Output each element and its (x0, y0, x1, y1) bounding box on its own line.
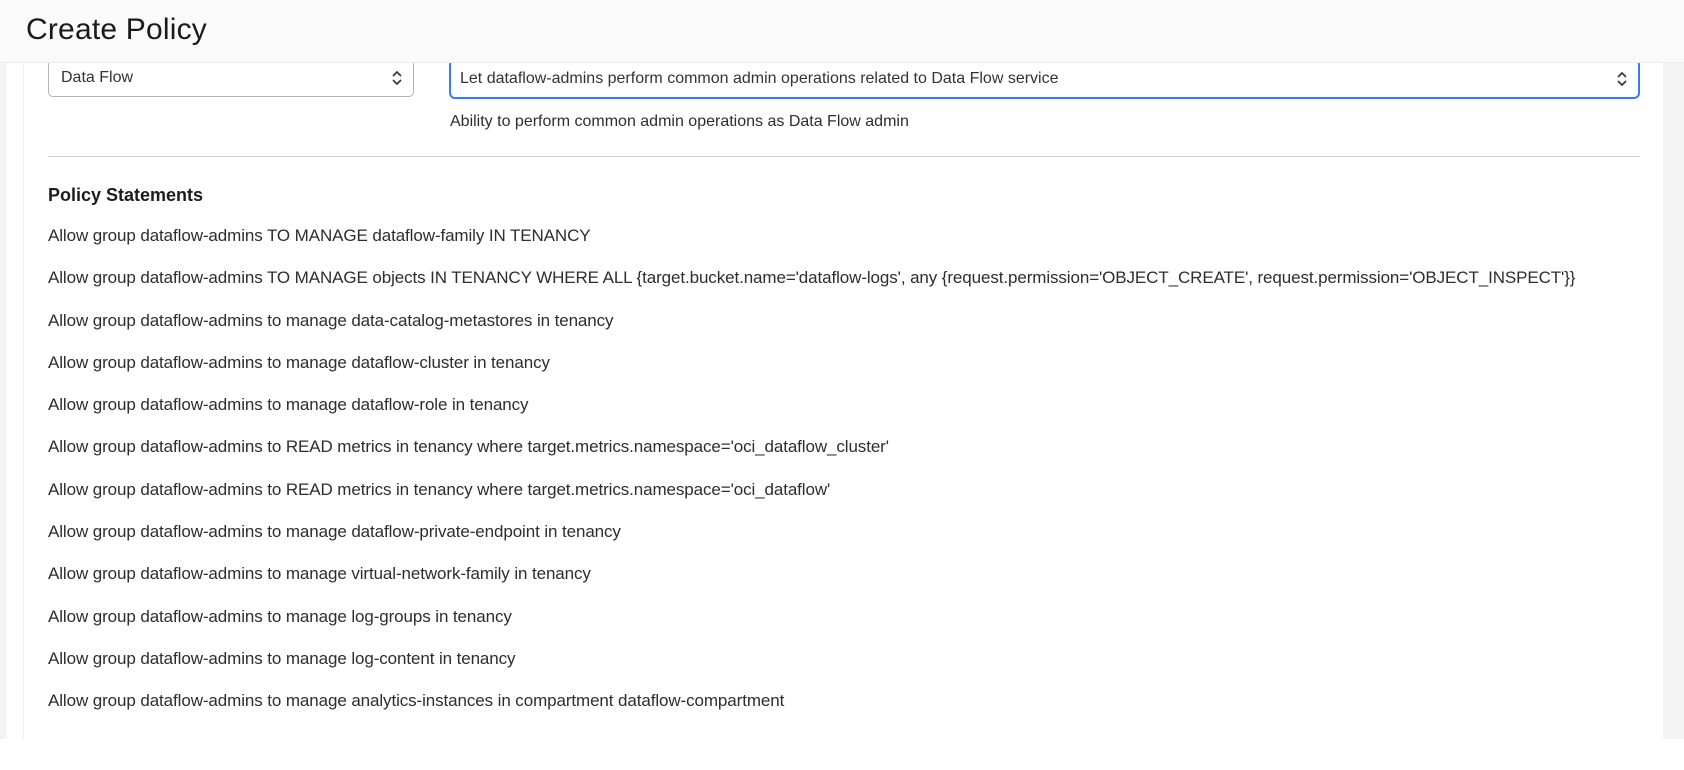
dialog-header (0, 0, 1684, 63)
policy-statement: Allow group dataflow-admins to manage log-content in tenancy (48, 648, 516, 668)
policy-statement: Allow group dataflow-admins to READ metrics in tenancy where target.metrics.namespace='oci_dataflow_cluster' (48, 437, 889, 457)
panel-inner-edge (23, 63, 24, 739)
dialog-footer-band (0, 739, 1684, 770)
policy-statement: Allow group dataflow-admins to manage virtual-network-family in tenancy (48, 564, 591, 584)
up-down-chevron-icon (391, 69, 403, 87)
policy-template-select-value: Let dataflow-admins perform common admin operations related to Data Flow service (460, 70, 1059, 87)
policy-statement: Allow group dataflow-admins to manage dataflow-cluster in tenancy (48, 352, 550, 372)
policy-statement: Allow group dataflow-admins TO MANAGE objects IN TENANCY WHERE ALL {target.bucket.name='dataflow-logs', any {request.permission='OBJECT_CREATE', request.permission='OBJECT_INSPECT'}} (48, 268, 1576, 288)
service-select-value: Data Flow (61, 69, 134, 86)
policy-statement: Allow group dataflow-admins to manage dataflow-private-endpoint in tenancy (48, 522, 621, 542)
section-divider (48, 156, 1640, 157)
policy-statement: Allow group dataflow-admins to manage dataflow-role in tenancy (48, 395, 529, 415)
policy-statements-heading: Policy Statements (48, 185, 204, 205)
up-down-chevron-icon (1616, 70, 1628, 88)
policy-statement: Allow group dataflow-admins TO MANAGE dataflow-family IN TENANCY (48, 226, 591, 245)
policy-template-select[interactable] (449, 59, 1640, 99)
policy-statements-list (48, 215, 1648, 723)
policy-statement: Allow group dataflow-admins to manage analytics-instances in compartment dataflow-compartment (48, 691, 785, 711)
policy-statement: Allow group dataflow-admins to READ metrics in tenancy where target.metrics.namespace='oci_dataflow' (48, 479, 831, 499)
policy-statement: Allow group dataflow-admins to manage data-catalog-metastores in tenancy (48, 310, 614, 330)
service-select[interactable] (48, 59, 414, 97)
policy-statement: Allow group dataflow-admins to manage log-groups in tenancy (48, 606, 512, 626)
template-description: Ability to perform common admin operations as Data Flow admin (450, 113, 909, 130)
page-title: Create Policy (26, 13, 208, 46)
